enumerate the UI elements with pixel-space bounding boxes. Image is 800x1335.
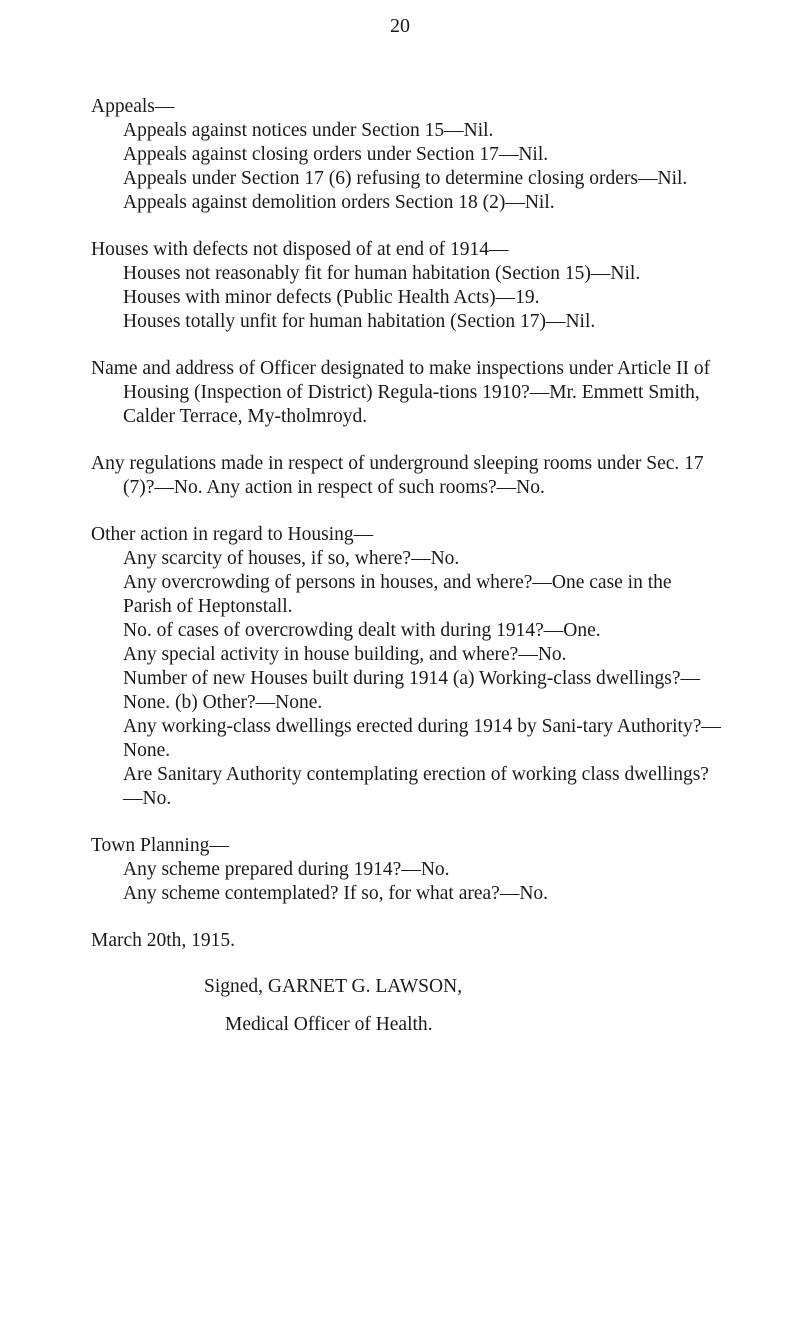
other-action-item: No. of cases of overcrowding dealt with during 1914?—One.	[123, 620, 601, 641]
town-planning-heading: Town Planning—	[91, 835, 229, 856]
town-planning-section	[91, 834, 721, 906]
underground-paragraph: Any regulations made in respect of underground sleeping rooms under Sec. 17 (7)?—No. Any action in respect of such rooms?—No.	[91, 453, 704, 498]
appeals-item: Appeals under Section 17 (6) refusing to determine closing orders—Nil.	[123, 168, 688, 189]
appeals-item: Appeals against notices under Section 15—Nil.	[123, 120, 494, 141]
officer-paragraph: Name and address of Officer designated to make inspections under Article II of Housing (Inspection of District) Regula-tions 1910?—Mr. Emmett Smith, Calder Terrace, My-tholmroyd.	[91, 358, 711, 427]
other-action-item: Any special activity in house building, and where?—No.	[123, 644, 567, 665]
officer-section	[91, 357, 721, 429]
other-action-item: Any overcrowding of persons in houses, and where?—One case in the Parish of Heptonstall.	[123, 572, 672, 617]
other-action-section	[91, 523, 721, 811]
defects-item: Houses totally unfit for human habitation (Section 17)—Nil.	[123, 311, 596, 332]
signature-title: Medical Officer of Health.	[225, 1014, 433, 1035]
defects-heading: Houses with defects not disposed of at end of 1914—	[91, 239, 509, 260]
town-planning-item: Any scheme prepared during 1914?—No.	[123, 859, 450, 880]
defects-item: Houses not reasonably fit for human habitation (Section 15)—Nil.	[123, 263, 641, 284]
other-action-item: Any working-class dwellings erected during 1914 by Sani-tary Authority?—None.	[123, 716, 721, 761]
defects-section	[91, 238, 721, 334]
other-action-heading: Other action in regard to Housing—	[91, 524, 374, 545]
other-action-item: Are Sanitary Authority contemplating erection of working class dwellings?—No.	[123, 764, 709, 809]
town-planning-item: Any scheme contemplated? If so, for what area?—No.	[123, 883, 549, 904]
document-body	[91, 95, 721, 1037]
appeals-item: Appeals against demolition orders Section 18 (2)—Nil.	[123, 192, 555, 213]
appeals-section	[91, 95, 721, 215]
page-number: 20	[390, 15, 410, 37]
other-action-item: Number of new Houses built during 1914 (a) Working-class dwellings?—None. (b) Other?—None.	[123, 668, 701, 713]
appeals-item: Appeals against closing orders under Section 17—Nil.	[123, 144, 549, 165]
appeals-heading: Appeals—	[91, 96, 175, 117]
report-date: March 20th, 1915.	[91, 930, 236, 951]
underground-section	[91, 452, 721, 500]
other-action-item: Any scarcity of houses, if so, where?—No.	[123, 548, 460, 569]
signature: Signed, GARNET G. LAWSON,	[204, 976, 463, 997]
defects-item: Houses with minor defects (Public Health Acts)—19.	[123, 287, 540, 308]
